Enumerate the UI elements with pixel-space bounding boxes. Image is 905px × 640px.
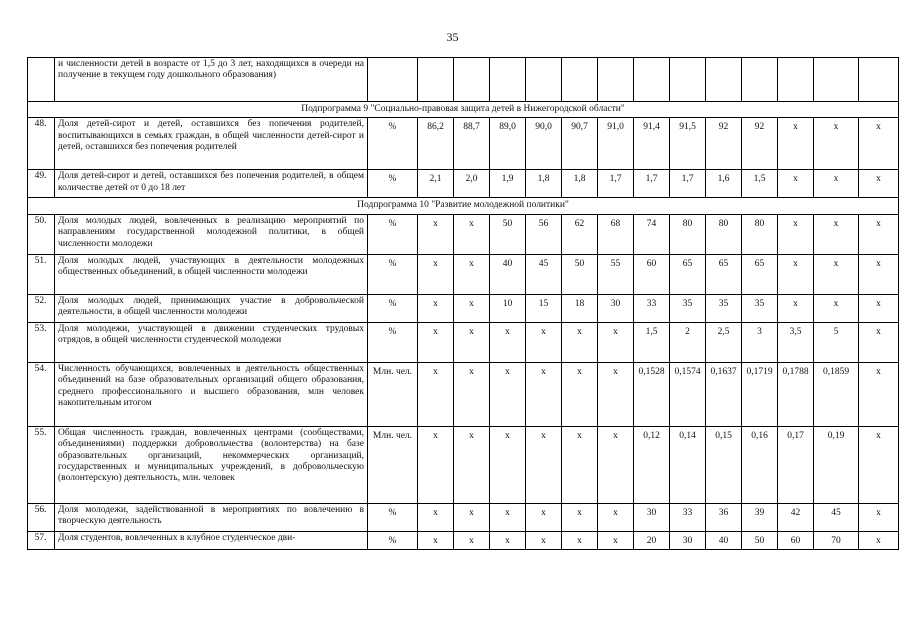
empty-cell (562, 58, 598, 102)
value-cell: x (562, 322, 598, 362)
value-cell: x (598, 322, 634, 362)
unit-cell: % (368, 294, 418, 322)
value-cell: 3,5 (778, 322, 814, 362)
value-cell: x (454, 294, 490, 322)
value-cell: x (859, 214, 899, 254)
empty-cell (859, 58, 899, 102)
value-cell: x (598, 362, 634, 426)
indicator-description: Доля детей-сирот и детей, оставшихся без попечения родителей, воспитывающихся в семьях граждан, в общей численности детей-сирот и детей, оставшихся без попечения родителей (55, 118, 368, 170)
value-cell: x (526, 362, 562, 426)
value-cell: 0,15 (706, 426, 742, 503)
unit-cell: % (368, 503, 418, 531)
table-row (28, 254, 899, 294)
value-cell: 5 (814, 322, 859, 362)
value-cell: 89,0 (490, 118, 526, 170)
value-cell: x (598, 531, 634, 549)
value-cell: 0,1637 (706, 362, 742, 426)
value-cell: 1,8 (526, 170, 562, 198)
continuation-row (28, 58, 899, 102)
value-cell: 92 (706, 118, 742, 170)
unit-cell: % (368, 170, 418, 198)
indicator-description: Численность обучающихся, вовлеченных в деятельность общественных объединений на базе образовательных организаций общего образования, среднего профессионального и высшего образования, млн человек накопительным итогом (55, 362, 368, 426)
value-cell: x (490, 531, 526, 549)
value-cell: x (526, 531, 562, 549)
value-cell: x (490, 362, 526, 426)
value-cell: x (418, 503, 454, 531)
empty-cell (742, 58, 778, 102)
value-cell: x (859, 322, 899, 362)
table-body (28, 58, 899, 550)
empty-cell (778, 58, 814, 102)
continuation-text: и численности детей в возрасте от 1,5 до 3 лет, находящихся в очереди на получение в текущем году дошкольного образования) (55, 58, 368, 102)
value-cell: x (778, 254, 814, 294)
value-cell: 91,4 (634, 118, 670, 170)
value-cell: x (859, 531, 899, 549)
indicators-table (27, 57, 899, 550)
value-cell: x (454, 254, 490, 294)
row-number: 51. (28, 254, 55, 294)
value-cell: 20 (634, 531, 670, 549)
value-cell: x (778, 214, 814, 254)
value-cell: x (418, 426, 454, 503)
value-cell: 1,5 (742, 170, 778, 198)
value-cell: 35 (742, 294, 778, 322)
empty-cell (418, 58, 454, 102)
unit-cell: Млн. чел. (368, 362, 418, 426)
table-row (28, 170, 899, 198)
value-cell: x (814, 294, 859, 322)
empty-cell (598, 58, 634, 102)
value-cell: x (418, 531, 454, 549)
row-number: 50. (28, 214, 55, 254)
value-cell: 1,7 (598, 170, 634, 198)
value-cell: 62 (562, 214, 598, 254)
table-row (28, 362, 899, 426)
value-cell: 74 (634, 214, 670, 254)
row-number: 55. (28, 426, 55, 503)
value-cell: x (562, 503, 598, 531)
value-cell: 2,5 (706, 322, 742, 362)
row-number: 48. (28, 118, 55, 170)
empty-cell (634, 58, 670, 102)
unit-cell: % (368, 322, 418, 362)
value-cell: 2 (670, 322, 706, 362)
value-cell: 80 (742, 214, 778, 254)
value-cell: 1,7 (634, 170, 670, 198)
unit-cell: % (368, 531, 418, 549)
value-cell: 15 (526, 294, 562, 322)
table-row (28, 503, 899, 531)
indicator-description: Общая численность граждан, вовлеченных центрами (сообществами, объединениями) поддержки добровольчества (волонтерства) на базе образовательных организаций, некоммерческих организаций, государственных и муниципальных учреждений, в добровольческую (волонтерскую) деятельность, млн. человек (55, 426, 368, 503)
value-cell: x (454, 503, 490, 531)
value-cell: 30 (670, 531, 706, 549)
unit-cell: % (368, 254, 418, 294)
value-cell: 50 (562, 254, 598, 294)
value-cell: 91,5 (670, 118, 706, 170)
value-cell: 50 (742, 531, 778, 549)
value-cell: x (859, 170, 899, 198)
row-number: 54. (28, 362, 55, 426)
continuation-num-cell (28, 58, 55, 102)
value-cell: 30 (634, 503, 670, 531)
value-cell: x (454, 362, 490, 426)
value-cell: 3 (742, 322, 778, 362)
value-cell: x (562, 362, 598, 426)
value-cell: 0,1574 (670, 362, 706, 426)
value-cell: 1,7 (670, 170, 706, 198)
value-cell: x (859, 118, 899, 170)
row-number: 49. (28, 170, 55, 198)
value-cell: 65 (670, 254, 706, 294)
value-cell: x (454, 322, 490, 362)
value-cell: 1,8 (562, 170, 598, 198)
value-cell: x (814, 254, 859, 294)
indicator-description: Доля молодежи, задействованной в мероприятиях по вовлечению в творческую деятельность (55, 503, 368, 531)
value-cell: 18 (562, 294, 598, 322)
value-cell: 60 (778, 531, 814, 549)
page-number: 35 (446, 30, 459, 44)
value-cell: 0,1528 (634, 362, 670, 426)
value-cell: 0,19 (814, 426, 859, 503)
section-title: Подпрограмма 10 "Развитие молодежной политики" (28, 198, 899, 214)
value-cell: 88,7 (454, 118, 490, 170)
value-cell: x (490, 426, 526, 503)
value-cell: x (454, 426, 490, 503)
value-cell: 10 (490, 294, 526, 322)
unit-cell: % (368, 214, 418, 254)
value-cell: 92 (742, 118, 778, 170)
value-cell: x (598, 503, 634, 531)
section-title: Подпрограмма 9 "Социально-правовая защита детей в Нижегородской области" (28, 102, 899, 118)
value-cell: x (418, 254, 454, 294)
value-cell: x (562, 426, 598, 503)
value-cell: 70 (814, 531, 859, 549)
value-cell: 90,0 (526, 118, 562, 170)
value-cell: 65 (706, 254, 742, 294)
empty-cell (454, 58, 490, 102)
value-cell: x (454, 531, 490, 549)
row-number: 57. (28, 531, 55, 549)
value-cell: x (418, 214, 454, 254)
section-header-row (28, 102, 899, 118)
value-cell: x (562, 531, 598, 549)
value-cell: 80 (670, 214, 706, 254)
value-cell: 0,1719 (742, 362, 778, 426)
value-cell: 35 (706, 294, 742, 322)
table-row (28, 531, 899, 549)
value-cell: 45 (526, 254, 562, 294)
value-cell: 1,5 (634, 322, 670, 362)
value-cell: x (814, 118, 859, 170)
row-number: 56. (28, 503, 55, 531)
value-cell: 56 (526, 214, 562, 254)
value-cell: 0,1788 (778, 362, 814, 426)
value-cell: x (859, 254, 899, 294)
table-row (28, 118, 899, 170)
indicator-description: Доля детей-сирот и детей, оставшихся без попечения родителей, в общем количестве детей от 0 до 18 лет (55, 170, 368, 198)
empty-cell (670, 58, 706, 102)
value-cell: x (778, 118, 814, 170)
indicator-description: Доля молодежи, участвующей в движении студенческих трудовых отрядов, в общей численности студенческой молодежи (55, 322, 368, 362)
indicator-description: Доля молодых людей, принимающих участие в добровольческой деятельности, в общей численности молодежи (55, 294, 368, 322)
table-row (28, 322, 899, 362)
value-cell: 1,6 (706, 170, 742, 198)
value-cell: 0,14 (670, 426, 706, 503)
value-cell: 50 (490, 214, 526, 254)
value-cell: x (526, 426, 562, 503)
value-cell: 60 (634, 254, 670, 294)
value-cell: 33 (634, 294, 670, 322)
value-cell: x (859, 426, 899, 503)
value-cell: x (418, 322, 454, 362)
value-cell: 0,12 (634, 426, 670, 503)
value-cell: x (490, 322, 526, 362)
value-cell: 55 (598, 254, 634, 294)
table-row (28, 426, 899, 503)
value-cell: 39 (742, 503, 778, 531)
indicator-description: Доля молодых людей, участвующих в деятельности молодежных общественных объединений, в общей численности молодежи (55, 254, 368, 294)
value-cell: 86,2 (418, 118, 454, 170)
value-cell: x (598, 426, 634, 503)
value-cell: 42 (778, 503, 814, 531)
value-cell: x (859, 362, 899, 426)
section-header-row (28, 198, 899, 214)
value-cell: x (526, 322, 562, 362)
value-cell: 2,1 (418, 170, 454, 198)
value-cell: 1,9 (490, 170, 526, 198)
value-cell: 40 (706, 531, 742, 549)
unit-cell: % (368, 118, 418, 170)
value-cell: 0,16 (742, 426, 778, 503)
value-cell: x (778, 294, 814, 322)
value-cell: x (454, 214, 490, 254)
value-cell: 0,1859 (814, 362, 859, 426)
empty-cell (526, 58, 562, 102)
value-cell: 33 (670, 503, 706, 531)
value-cell: 30 (598, 294, 634, 322)
value-cell: 36 (706, 503, 742, 531)
value-cell: x (418, 362, 454, 426)
table-row (28, 294, 899, 322)
empty-cell (814, 58, 859, 102)
unit-cell: Млн. чел. (368, 426, 418, 503)
value-cell: x (778, 170, 814, 198)
value-cell: x (814, 214, 859, 254)
value-cell: x (814, 170, 859, 198)
row-number: 52. (28, 294, 55, 322)
row-number: 53. (28, 322, 55, 362)
empty-cell (490, 58, 526, 102)
value-cell: x (859, 294, 899, 322)
table-row (28, 214, 899, 254)
empty-cell (368, 58, 418, 102)
value-cell: x (526, 503, 562, 531)
value-cell: 68 (598, 214, 634, 254)
value-cell: 80 (706, 214, 742, 254)
value-cell: 2,0 (454, 170, 490, 198)
value-cell: 91,0 (598, 118, 634, 170)
value-cell: 0,17 (778, 426, 814, 503)
value-cell: x (859, 503, 899, 531)
value-cell: 40 (490, 254, 526, 294)
value-cell: 35 (670, 294, 706, 322)
value-cell: 45 (814, 503, 859, 531)
empty-cell (706, 58, 742, 102)
indicator-description: Доля студентов, вовлеченных в клубное студенческое дви- (55, 531, 368, 549)
indicator-description: Доля молодых людей, вовлеченных в реализацию мероприятий по направлениям государственной молодежной политики, в общей численности молодежи (55, 214, 368, 254)
value-cell: x (490, 503, 526, 531)
value-cell: 90,7 (562, 118, 598, 170)
value-cell: x (418, 294, 454, 322)
value-cell: 65 (742, 254, 778, 294)
